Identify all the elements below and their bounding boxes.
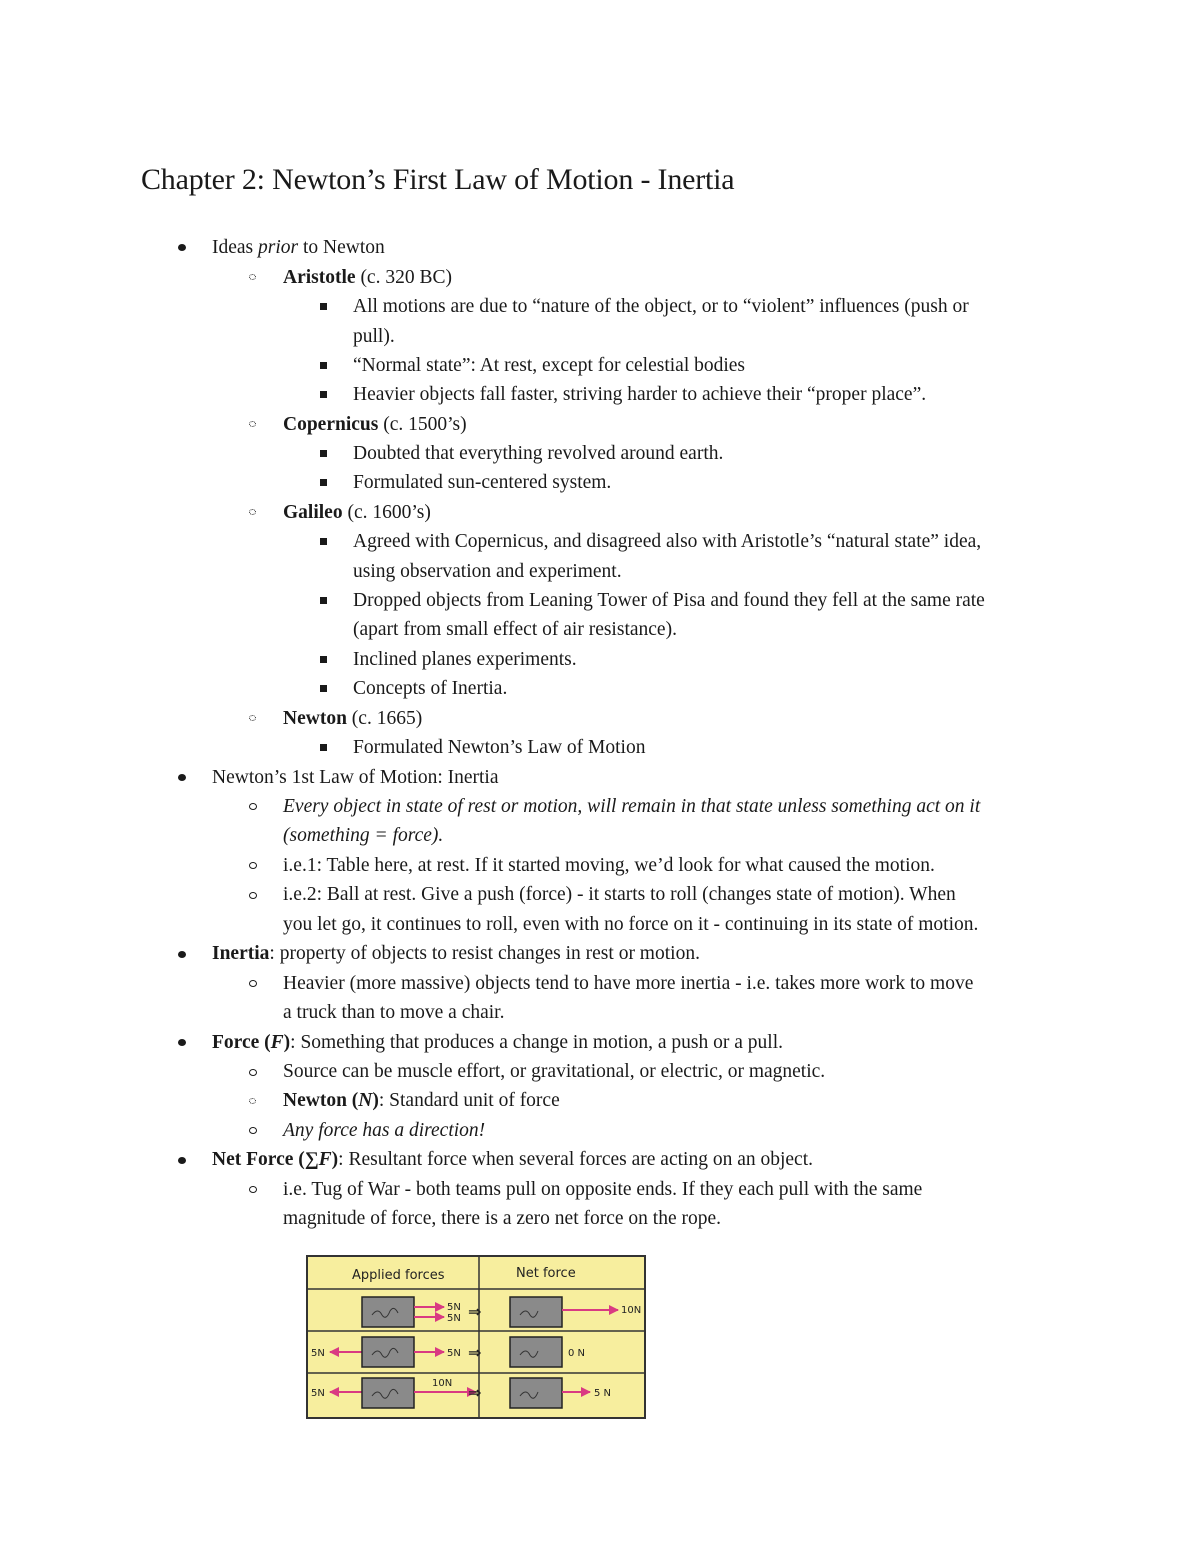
block xyxy=(510,1378,562,1408)
list-item-aristotle xyxy=(283,263,452,293)
bullet-disc-icon xyxy=(178,951,186,958)
list-item-net-force-1: i.e. Tug of War - both teams pull on opposite ends. If they each pull with the same xyxy=(283,1179,923,1200)
bullet-square-icon xyxy=(320,391,327,398)
force-label: 5N xyxy=(447,1302,461,1313)
term-force-symbol: F xyxy=(270,1032,284,1053)
list-item-force-1: Source can be muscle effort, or gravitational, or electric, or magnetic. xyxy=(283,1061,826,1082)
term-galileo: Galileo xyxy=(283,502,343,523)
list-item-inertia-1: Heavier (more massive) objects tend to have more inertia - i.e. takes more work to move xyxy=(283,973,974,994)
bullet-disc-icon xyxy=(178,1039,186,1046)
list-item-law-example-2-cont: you let go, it continues to roll, even with no force on it - continuing in its state of motion. xyxy=(283,914,979,935)
text: to Newton xyxy=(298,237,385,258)
list-item-net-force-1-cont: magnitude of force, there is a zero net force on the rope. xyxy=(283,1208,722,1229)
text: Ideas xyxy=(212,237,259,258)
bullet-square-icon xyxy=(320,479,327,486)
list-item-newton-1: Formulated Newton’s Law of Motion xyxy=(353,737,646,758)
term-aristotle: Aristotle xyxy=(283,267,356,288)
header-net-force: Net force xyxy=(516,1266,576,1281)
bullet-circle-icon xyxy=(249,1186,257,1193)
net-force-label: 0 N xyxy=(568,1348,586,1359)
block xyxy=(362,1337,414,1367)
list-item-aristotle-1-cont: pull). xyxy=(353,326,395,347)
list-item-force-2 xyxy=(283,1086,560,1116)
list-item-copernicus xyxy=(283,410,467,440)
bullet-circle-icon xyxy=(249,803,257,810)
bullet-square-icon xyxy=(320,744,327,751)
text: : Something that produces a change in motion, a push or a pull. xyxy=(290,1032,783,1053)
list-item-newton xyxy=(283,704,422,734)
block xyxy=(510,1297,562,1327)
list-item-aristotle-2: “Normal state”: At rest, except for celestial bodies xyxy=(353,355,746,376)
bullet-circle-icon xyxy=(249,1098,256,1104)
bullet-circle-icon xyxy=(249,862,257,869)
page-title: Chapter 2: Newton’s First Law of Motion - Inertia xyxy=(141,163,735,196)
list-item-aristotle-3: Heavier objects fall faster, striving harder to achieve their “proper place”. xyxy=(353,384,927,405)
force-label: 5N xyxy=(447,1313,461,1324)
equals-arrow-icon: ⇒ xyxy=(468,1302,482,1321)
bullet-disc-icon xyxy=(178,774,186,781)
bullet-square-icon xyxy=(320,303,327,310)
text: : Resultant force when several forces are acting on an object. xyxy=(338,1149,814,1170)
list-item-first-law: Newton’s 1st Law of Motion: Inertia xyxy=(212,767,499,788)
net-force-figure xyxy=(306,1255,646,1419)
bullet-disc-icon xyxy=(178,1157,186,1164)
bullet-circle-icon xyxy=(249,274,256,280)
list-item-galileo xyxy=(283,498,431,528)
list-item-ideas-prior xyxy=(212,233,385,263)
block xyxy=(362,1378,414,1408)
bullet-square-icon xyxy=(320,656,327,663)
force-label: 5N xyxy=(311,1348,325,1359)
list-item-galileo-2-cont: (apart from small effect of air resistance). xyxy=(353,619,677,640)
list-item-law-statement: Every object in state of rest or motion, will remain in that state unless something act on it xyxy=(283,796,981,817)
text: (c. 320 BC) xyxy=(355,267,452,288)
term-copernicus: Copernicus xyxy=(283,414,379,435)
bullet-square-icon xyxy=(320,685,327,692)
term-newton-symbol: N xyxy=(358,1090,373,1111)
net-force-diagram xyxy=(306,1255,646,1419)
list-item-net-force xyxy=(212,1145,813,1175)
list-item-copernicus-2: Formulated sun-centered system. xyxy=(353,472,612,493)
block xyxy=(510,1337,562,1367)
list-item-galileo-4: Concepts of Inertia. xyxy=(353,678,508,699)
list-item-law-example-2: i.e.2: Ball at rest. Give a push (force) - it starts to roll (changes state of motion). When xyxy=(283,884,956,905)
list-item-galileo-2: Dropped objects from Leaning Tower of Pisa and found they fell at the same rate xyxy=(353,590,985,611)
list-item-law-example-1: i.e.1: Table here, at rest. If it started moving, we’d look for what caused the motion. xyxy=(283,855,935,876)
force-label: 5N xyxy=(311,1388,325,1399)
force-label: 5N xyxy=(447,1348,461,1359)
list-item-force xyxy=(212,1028,783,1058)
net-force-label: 5 N xyxy=(594,1388,612,1399)
term-net-force: Net Force (∑ xyxy=(212,1149,319,1170)
bullet-square-icon xyxy=(320,538,327,545)
bullet-disc-icon xyxy=(178,244,186,251)
list-item-galileo-1: Agreed with Copernicus, and disagreed also with Aristotle’s “natural state” idea, xyxy=(353,531,982,552)
net-force-label: 10N xyxy=(621,1305,642,1316)
term-newton: Newton xyxy=(283,708,347,729)
bullet-circle-icon xyxy=(249,980,257,987)
block xyxy=(362,1297,414,1327)
list-item-inertia-1-cont: a truck than to move a chair. xyxy=(283,1002,505,1023)
emphasis-text: prior xyxy=(258,237,299,258)
text: (c. 1665) xyxy=(346,708,423,729)
list-item-copernicus-1: Doubted that everything revolved around earth. xyxy=(353,443,724,464)
header-applied-forces: Applied forces xyxy=(352,1268,445,1283)
text: (c. 1500’s) xyxy=(378,414,467,435)
term-net-force-symbol: F xyxy=(318,1149,332,1170)
list-item-galileo-1-cont: using observation and experiment. xyxy=(353,561,622,582)
term-inertia: Inertia xyxy=(212,943,270,964)
list-item-aristotle-1: All motions are due to “nature of the object, or to “violent” influences (push or xyxy=(353,296,969,317)
bullet-circle-icon xyxy=(249,892,257,899)
term-newton-end: ) xyxy=(372,1090,379,1111)
bullet-circle-icon xyxy=(249,1069,257,1076)
text: (c. 1600’s) xyxy=(342,502,431,523)
bullet-square-icon xyxy=(320,450,327,457)
list-item-galileo-3: Inclined planes experiments. xyxy=(353,649,577,670)
term-newton-unit: Newton ( xyxy=(283,1090,359,1111)
bullet-circle-icon xyxy=(249,509,256,515)
bullet-circle-icon xyxy=(249,1127,257,1134)
equals-arrow-icon: ⇒ xyxy=(468,1343,482,1362)
equals-arrow-icon: ⇒ xyxy=(468,1383,482,1402)
list-item-force-3: Any force has a direction! xyxy=(283,1120,486,1141)
bullet-square-icon xyxy=(320,362,327,369)
bullet-circle-icon xyxy=(249,715,256,721)
list-item-law-statement-cont: (something = force). xyxy=(283,825,444,846)
force-label: 10N xyxy=(432,1378,453,1389)
text: : property of objects to resist changes in rest or motion. xyxy=(269,943,700,964)
term-force: Force ( xyxy=(212,1032,271,1053)
bullet-circle-icon xyxy=(249,421,256,427)
list-item-inertia xyxy=(212,939,700,969)
text: : Standard unit of force xyxy=(378,1090,560,1111)
bullet-square-icon xyxy=(320,597,327,604)
term-force-end: ) xyxy=(283,1032,291,1053)
term-net-force-end: ) xyxy=(331,1149,339,1170)
